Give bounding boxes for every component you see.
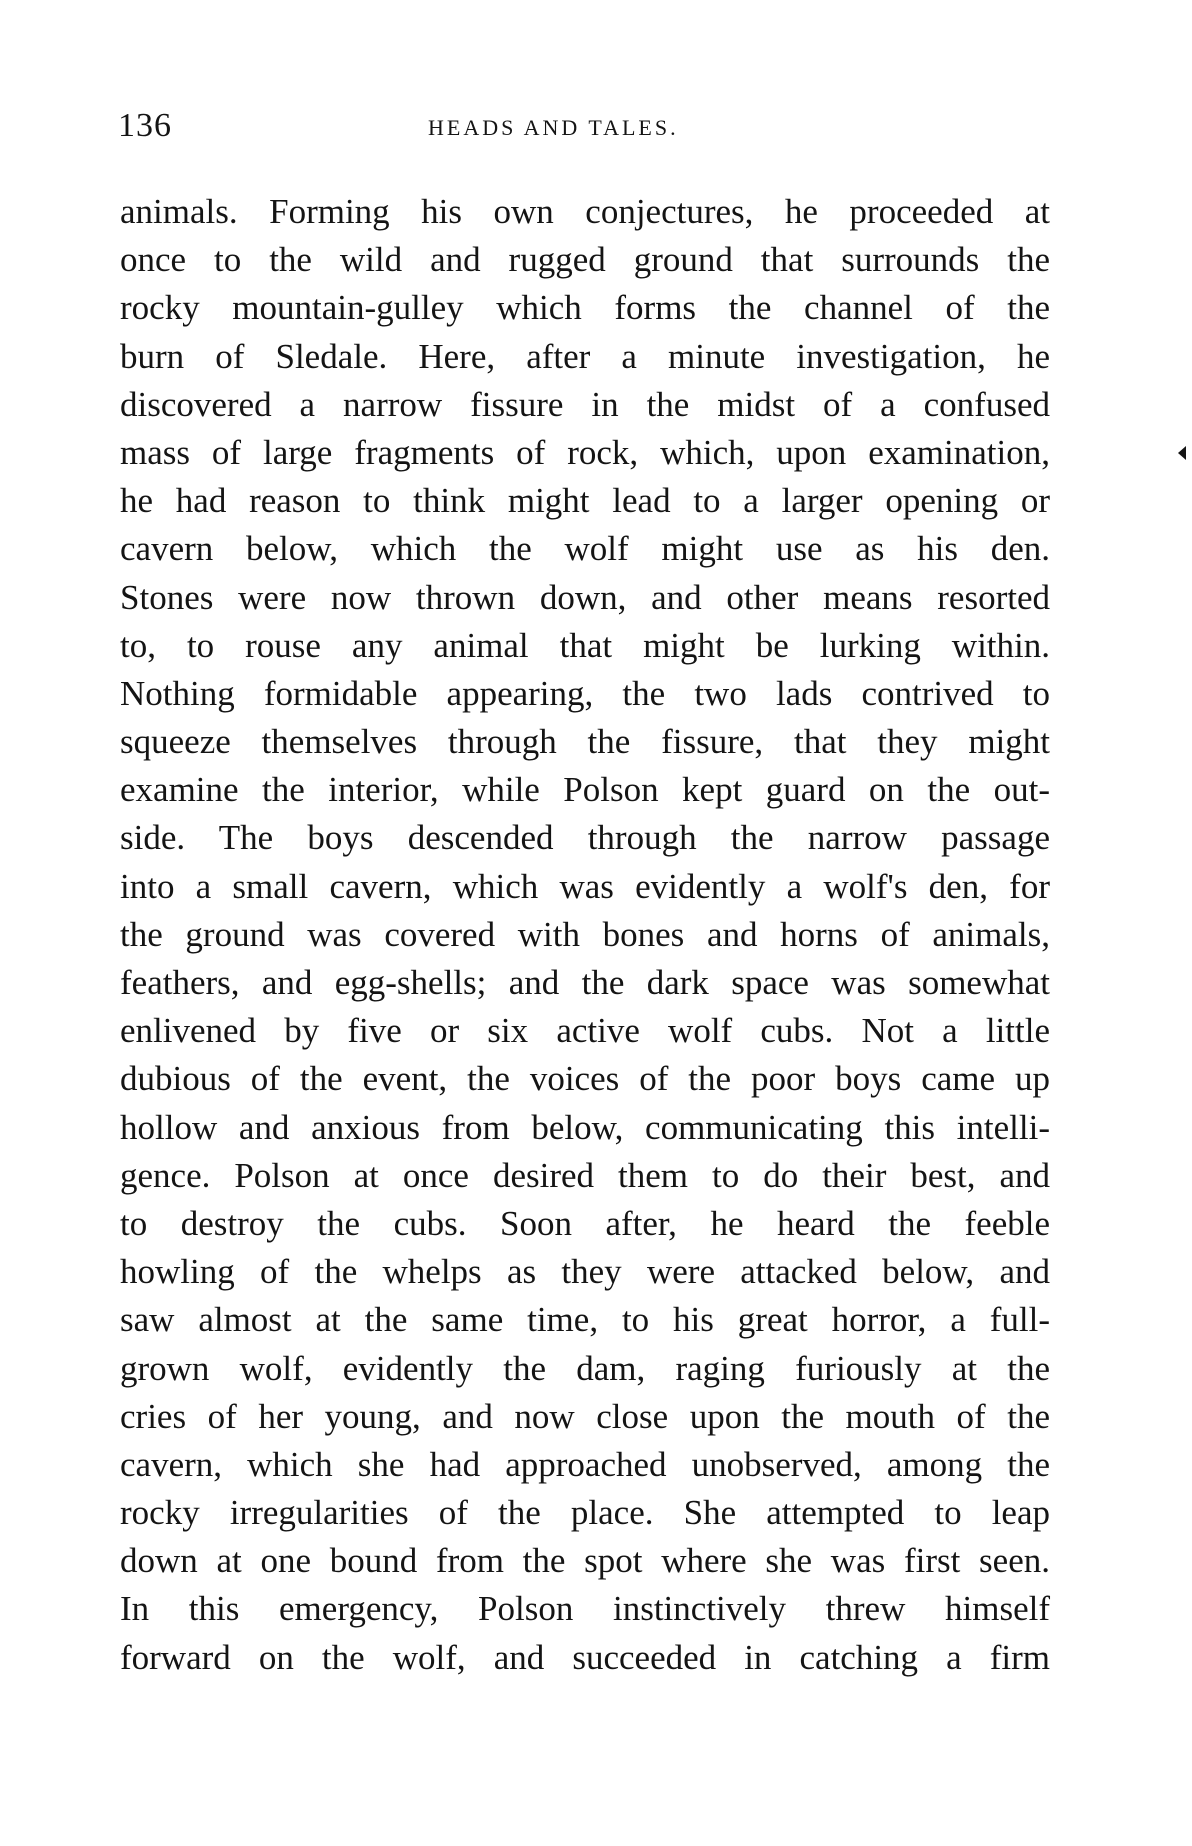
- page-number: 136: [118, 107, 172, 144]
- text-line: down at one bound from the spot where she was first seen.: [120, 1541, 1050, 1581]
- text-line: In this emergency, Polson instinctively threw himself: [120, 1589, 1050, 1629]
- text-line: rocky irregularities of the place. She attempted to leap: [120, 1493, 1050, 1533]
- text-line: into a small cavern, which was evidently a wolf's den, for: [120, 866, 1050, 906]
- text-line: animals. Forming his own conjectures, he proceeded at: [120, 192, 1050, 231]
- page-header: [118, 104, 1058, 148]
- text-line: saw almost at the same time, to his great horror, a full-: [120, 1300, 1050, 1340]
- text-line: examine the interior, while Polson kept guard on the out-: [120, 770, 1050, 810]
- text-line: to destroy the cubs. Soon after, he heard the feeble: [120, 1203, 1050, 1243]
- text-line: side. The boys descended through the narrow passage: [120, 818, 1050, 858]
- text-line: howling of the whelps as they were attacked below, and: [120, 1252, 1050, 1292]
- text-line: discovered a narrow fissure in the midst of a confused: [120, 384, 1050, 424]
- text-line: cavern below, which the wolf might use as his den.: [120, 529, 1050, 569]
- text-line: mass of large fragments of rock, which, upon examination,: [120, 432, 1050, 472]
- text-line: dubious of the event, the voices of the poor boys came up: [120, 1059, 1050, 1099]
- text-line: cavern, which she had approached unobserved, among the: [120, 1444, 1050, 1484]
- text-line: rocky mountain-gulley which forms the channel of the: [120, 288, 1050, 328]
- text-line: to, to rouse any animal that might be lurking within.: [120, 625, 1050, 665]
- text-line: gence. Polson at once desired them to do their best, and: [120, 1155, 1050, 1195]
- text-line: cries of her young, and now close upon the mouth of the: [120, 1396, 1050, 1436]
- text-line: squeeze themselves through the fissure, that they might: [120, 722, 1050, 762]
- text-line: enlivened by five or six active wolf cubs. Not a little: [120, 1011, 1050, 1051]
- text-line: feathers, and egg-shells; and the dark space was somewhat: [120, 963, 1050, 1002]
- text-line: once to the wild and rugged ground that surrounds the: [120, 240, 1050, 280]
- body-text: [120, 188, 1050, 1682]
- text-line: forward on the wolf, and succeeded in catching a firm: [120, 1637, 1050, 1677]
- text-line: burn of Sledale. Here, after a minute investigation, he: [120, 336, 1050, 376]
- text-line: the ground was covered with bones and horns of animals,: [120, 914, 1050, 954]
- text-line: Stones were now thrown down, and other means resorted: [120, 577, 1050, 617]
- text-line: Nothing formidable appearing, the two lads contrived to: [120, 673, 1050, 713]
- text-line: hollow and anxious from below, communicating this intelli-: [120, 1107, 1050, 1147]
- margin-mark-icon: [1178, 446, 1186, 460]
- running-head: HEADS AND TALES.: [428, 115, 679, 140]
- text-line: he had reason to think might lead to a larger opening or: [120, 481, 1050, 521]
- text-line: grown wolf, evidently the dam, raging furiously at the: [120, 1348, 1050, 1388]
